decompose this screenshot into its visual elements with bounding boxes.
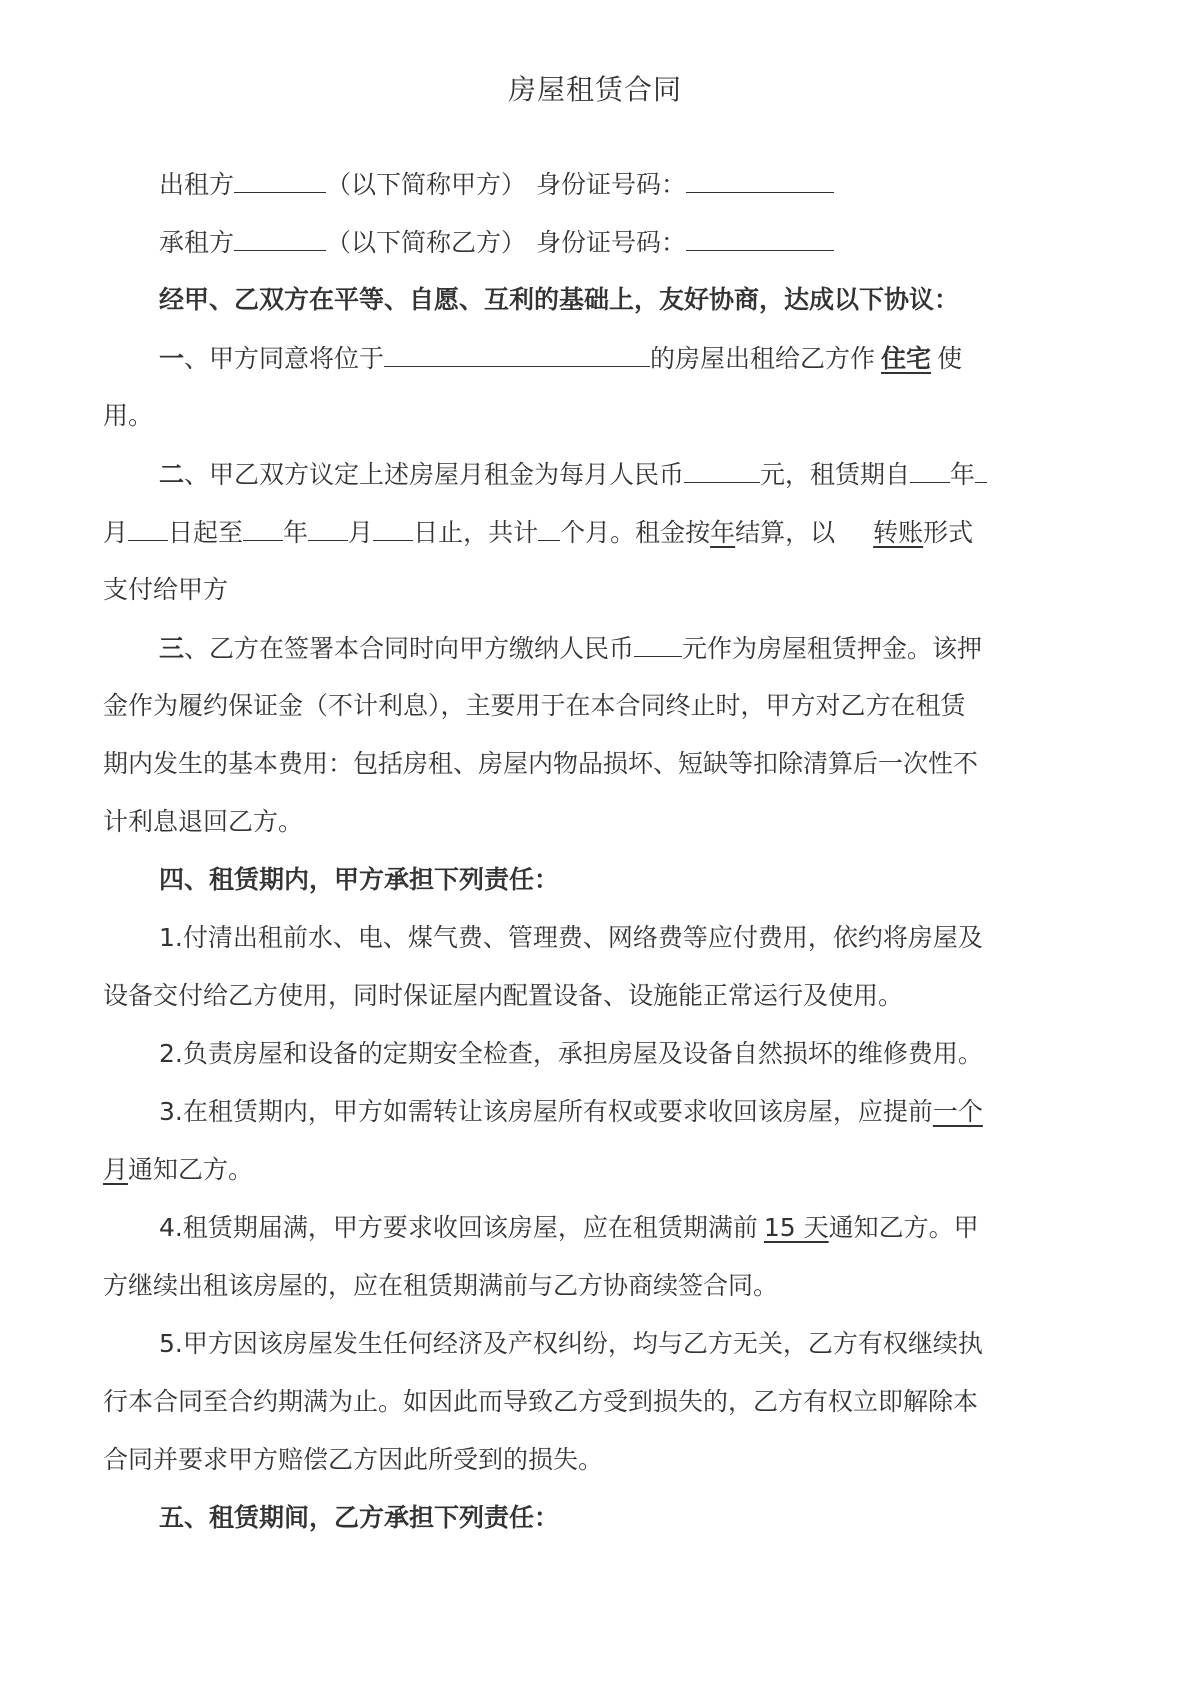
clause-3-number: 三 bbox=[159, 634, 185, 663]
lessor-id-blank[interactable] bbox=[686, 166, 834, 193]
clause-4-text: 3.在租赁期内，甲方如需转让该房屋所有权或要求收回该房屋，应提前 bbox=[159, 1097, 933, 1126]
clause-4-item-4-line-2: 方继续出租该房屋的，应在租赁期满前与乙方协商续签合同。 bbox=[103, 1271, 779, 1300]
clause-2-number: 二 bbox=[159, 460, 185, 489]
clause-2-text: 个月。租金按 bbox=[560, 518, 711, 547]
clause-4-item-2: 2.负责房屋和设备的定期安全检查，承担房屋及设备自然损坏的维修费用。 bbox=[159, 1039, 983, 1068]
end-day-blank[interactable] bbox=[373, 514, 413, 541]
monthly-rent-blank[interactable] bbox=[684, 456, 760, 483]
clause-2-text: 月 bbox=[348, 518, 374, 547]
clause-4-item-5-line-1: 5.甲方因该房屋发生任何经济及产权纠纷，均与乙方无关，乙方有权继续执 bbox=[159, 1329, 983, 1358]
lessee-name-blank[interactable] bbox=[234, 224, 326, 251]
clause-2-text: 年 bbox=[950, 460, 976, 489]
start-day-blank[interactable] bbox=[128, 514, 168, 541]
clause-4-item-4-line-1 bbox=[159, 1210, 1149, 1246]
clause-4-item-5-line-3: 合同并要求甲方赔偿乙方因此所受到的损失。 bbox=[103, 1445, 604, 1474]
clause-2-text: 日起至 bbox=[168, 518, 244, 547]
lessee-alias: （以下简称乙方） bbox=[326, 228, 527, 257]
lessee-label: 承租方 bbox=[159, 228, 235, 257]
lessee-id-label: 身份证号码： bbox=[536, 228, 687, 257]
clause-4-item-1-line-1: 1.付清出租前水、电、煤气费、管理费、网络费等应付费用，依约将房屋及 bbox=[159, 923, 983, 952]
lessor-line bbox=[159, 166, 1149, 203]
clause-2-line-1 bbox=[159, 456, 1149, 493]
clause-4-heading: 四、租赁期内，甲方承担下列责任： bbox=[159, 865, 560, 894]
lessor-label: 出租方 bbox=[159, 170, 235, 199]
clause-2-text: 日止，共计 bbox=[413, 518, 539, 547]
lessor-name-blank[interactable] bbox=[234, 166, 326, 193]
clause-4-text: 4.租赁期届满，甲方要求收回该房屋，应在租赁期满前 bbox=[159, 1213, 758, 1242]
clause-3-line-2: 金作为履约保证金（不计利息），主要用于在本合同终止时，甲方对乙方在租赁 bbox=[103, 691, 966, 720]
clause-2-text: 形式 bbox=[923, 518, 974, 547]
clause-3-line-3: 期内发生的基本费用：包括房租、房屋内物品损坏、短缺等扣除清算后一次性不 bbox=[103, 749, 979, 778]
clause-1-line-2: 用。 bbox=[103, 401, 154, 430]
notice-period-part-1: 一个 bbox=[932, 1097, 983, 1126]
lessor-alias: （以下简称甲方） bbox=[326, 170, 527, 199]
lessor-id-label: 身份证号码： bbox=[536, 170, 687, 199]
clause-3-line-1 bbox=[159, 630, 1149, 667]
clause-5-heading: 五、租赁期间，乙方承担下列责任： bbox=[159, 1503, 560, 1532]
clause-1-text: 、甲方同意将位于 bbox=[184, 344, 385, 373]
end-month-blank[interactable] bbox=[308, 514, 348, 541]
clause-1-line-1 bbox=[159, 340, 1149, 377]
clause-4-item-3-line-1 bbox=[159, 1094, 1149, 1130]
start-year-blank[interactable] bbox=[910, 456, 950, 483]
clause-4-item-5-line-2: 行本合同至合约期满为止。如因此而导致乙方受到损失的，乙方有权立即解除本 bbox=[103, 1387, 979, 1416]
clause-1-number: 一 bbox=[159, 344, 185, 373]
property-address-blank[interactable] bbox=[384, 340, 650, 367]
end-year-blank[interactable] bbox=[243, 514, 283, 541]
document-title: 房屋租赁合同 bbox=[507, 73, 682, 106]
notice-period-part-2: 月 bbox=[103, 1155, 129, 1184]
lessee-id-blank[interactable] bbox=[686, 224, 834, 251]
clause-2-text: 年 bbox=[283, 518, 309, 547]
clause-2-text: 、甲乙双方议定上述房屋月租金为每月人民币 bbox=[184, 460, 685, 489]
settlement-period: 年 bbox=[710, 518, 736, 547]
clause-1-text: 使 bbox=[937, 344, 963, 373]
clause-4-item-3-line-2 bbox=[103, 1152, 1093, 1188]
preamble: 经甲、乙双方在平等、自愿、互利的基础上，友好协商，达成以下协议： bbox=[159, 285, 960, 314]
clause-2-line-2 bbox=[103, 514, 1093, 551]
clause-3-text: 、乙方在签署本合同时向甲方缴纳人民币 bbox=[184, 634, 635, 663]
clause-2-text: 元，租赁期自 bbox=[760, 460, 911, 489]
start-month-blank[interactable] bbox=[975, 456, 987, 483]
lessee-line bbox=[159, 224, 1149, 261]
total-months-blank[interactable] bbox=[538, 514, 560, 541]
property-use: 住宅 bbox=[881, 344, 932, 373]
clause-4-text: 通知乙方。 bbox=[128, 1155, 254, 1184]
clause-4-text: 通知乙方。甲 bbox=[828, 1213, 979, 1242]
clause-3-line-4: 计利息退回乙方。 bbox=[103, 807, 304, 836]
deposit-amount-blank[interactable] bbox=[634, 630, 682, 657]
clause-1-text: 的房屋出租给乙方作 bbox=[650, 344, 876, 373]
notice-days: 15 天 bbox=[763, 1213, 829, 1242]
clause-4-item-1-line-2: 设备交付给乙方使用，同时保证屋内配置设备、设施能正常运行及使用。 bbox=[103, 981, 904, 1010]
clause-2-text: 结算，以 bbox=[735, 518, 836, 547]
clause-3-text: 元作为房屋租赁押金。该押 bbox=[682, 634, 983, 663]
payment-method: 转账 bbox=[873, 518, 924, 547]
clause-2-line-3: 支付给甲方 bbox=[103, 575, 229, 604]
clause-2-text: 月 bbox=[103, 518, 129, 547]
